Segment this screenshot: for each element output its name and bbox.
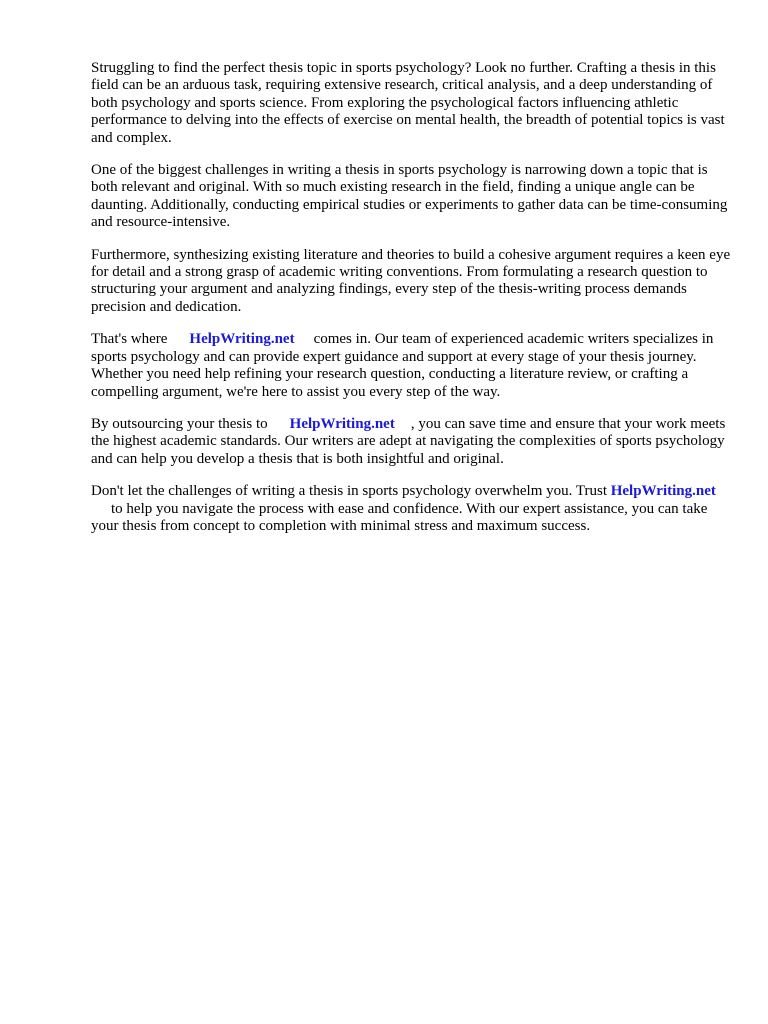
helpwriting-link[interactable]: HelpWriting.net [610,483,716,500]
paragraph-text: By outsourcing your thesis to [91,415,268,432]
paragraph-text: Don't let the challenges of writing a thesis in sports psychology overwhelm you. Trust [91,483,607,500]
paragraph-synthesis: Furthermore, synthesizing existing literature and theories to build a cohesive argument requires a keen eye for detail and a strong grasp of academic writing conventions. From formulating a research question to structuring your argument and analyzing findings, every step of the thesis-writing process demands precision and dedication. [91,246,731,315]
paragraph-closing [91,483,731,535]
paragraph-intro: Struggling to find the perfect thesis topic in sports psychology? Look no further. Crafting a thesis in this field can be an arduous task, requiring extensive research, critical analysis, and a deep understanding of both psychology and sports science. From exploring the psychological factors influencing athletic performance to delving into the effects of exercise on mental health, the breadth of potential topics is vast and complex. [91,60,725,146]
document-body [91,60,731,550]
paragraph-helpwriting-intro [91,331,731,401]
paragraph-text: , you can save time and ensure that your work meets the highest academic standards. Our writers are adept at navigating the complexities of sports psychology and can help you develop a thesis that is both insightful and original. [91,415,726,467]
paragraph-text: to help you navigate the process with ease and confidence. With our expert assistance, you can take your thesis from concept to completion with minimal stress and maximum success. [91,500,708,534]
paragraph-challenges: One of the biggest challenges in writing a thesis in sports psychology is narrowing down a topic that is both relevant and original. With so much existing research in the field, finding a unique angle can be daunting. Additionally, conducting empirical studies or experiments to gather data can be time-consuming and resource-intensive. [91,162,728,231]
paragraph-text: comes in. Our team of experienced academic writers specializes in sports psychology and can provide expert guidance and support at every stage of your thesis journey. Whether you need help refining your research question, conducting a literature review, or crafting a compelling argument, we're here to assist you every step of the way. [91,331,714,400]
paragraph-text: That's where [91,331,168,348]
helpwriting-link[interactable]: HelpWriting.net [189,331,295,348]
helpwriting-link[interactable]: HelpWriting.net [289,415,395,432]
paragraph-outsourcing [91,416,731,468]
